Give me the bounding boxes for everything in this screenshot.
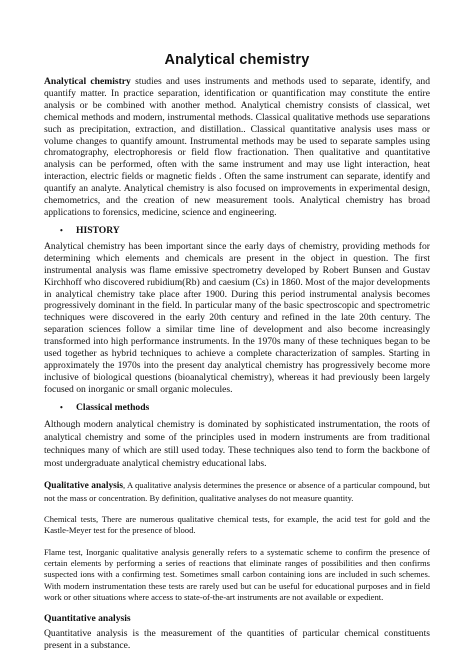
classical-paragraph: Although modern analytical chemistry is dominated by sophisticated instrumentation, the roots of analytical chemistry and some of the principles used in modern instruments are from traditional techniques many of which are still used today. These techniques also tend to form the backbone of most undergraduate analytical chemistry educational labs.: [44, 418, 430, 470]
qualitative-text: , A qualitative analysis determines the presence or absence of a particular compound, but not the mass or concentration. By definition, qualitative analyses do not measure quantity.: [44, 480, 430, 503]
intro-text: studies and uses instruments and methods used to separate, identify, and quantify matter. In practice separation, identification or quantification may constitute the entire analysis or be combined with another method. Analytical chemistry consists of classical, wet chemical methods and modern, instrumental methods. Classical qualitative methods use separations such as precipitation, extraction, and distillation.. Classical quantitative analysis uses mass or volume changes to quantify amount. Instrumental methods may be used to separate samples using chromatography, electrophoresis or field flow fractionation. Then qualitative and quantitative analysis can be performed, often with the same instrument and may use light interaction, heat interaction, electric fields or magnetic fields . Often the same instrument can separate, identify and quantify an analyte. Analytical chemistry is also focused on improvements in experimental design, chemometrics, and the creation of new measurement tools. Analytical chemistry has broad applications to forensics, medicine, science and engineering.: [44, 76, 430, 218]
flame-test-paragraph: Flame test, Inorganic qualitative analysis generally refers to a systematic scheme to confirm the presence of certain elements by performing a series of reactions that eliminate ranges of possibilities and then confirms suspected ions with a confirming test. Sometimes small carbon containing ions are included in such schemes. With modern instrumentation these tests are rarely used but can be useful for educational purposes and in field work or other situations where access to state-of-the-art instruments are not available or expedient.: [44, 546, 430, 602]
classical-heading-label: Classical methods: [76, 401, 150, 413]
qualitative-lead-term: Qualitative analysis: [44, 481, 124, 492]
classical-methods-heading: [60, 402, 430, 414]
history-heading-label: HISTORY: [76, 224, 120, 236]
history-paragraph: Analytical chemistry has been important since the early days of chemistry, providing methods for determining which elements and chemicals are present in the object in question. The first instrumental analysis was flame emissive spectrometry developed by Robert Bunsen and Gustav Kirchhoff who discovered rubidium(Rb) and caesium (Cs) in 1860. Most of the major developments in analytical chemistry take place after 1900. During this period instrumental analysis becomes progressively dominant in the field. In particular many of the basic spectroscopic and spectrometric techniques were discovered in the early 20th century and refined in the late 20th century. The separation sciences follow a similar time line of development and also become increasingly transformed into high performance instruments. In the 1970s many of these techniques began to be used together as hybrid techniques to achieve a complete characterization of samples. Starting in approximately the 1970s into the present day analytical chemistry has progressively become more inclusive of biological questions (bioanalytical chemistry), whereas it had previously been largely focused on inorganic or small organic molecules.: [44, 240, 430, 395]
chemical-tests-paragraph: Chemical tests, There are numerous qualitative chemical tests, for example, the acid test for gold and the Kastle-Meyer test for the presence of blood.: [44, 514, 430, 536]
bullet-icon: •: [60, 402, 63, 412]
quantitative-heading: Quantitative analysis: [44, 613, 131, 625]
intro-lead-term: Analytical chemistry: [44, 76, 131, 87]
document-title: Analytical chemistry: [164, 52, 310, 68]
quantitative-paragraph: Quantitative analysis is the measurement of the quantities of particular chemical constituents present in a substance.: [44, 628, 430, 651]
intro-paragraph: [44, 76, 430, 219]
bullet-icon: •: [60, 225, 63, 235]
qualitative-paragraph: [44, 480, 430, 504]
history-heading: [60, 225, 430, 237]
